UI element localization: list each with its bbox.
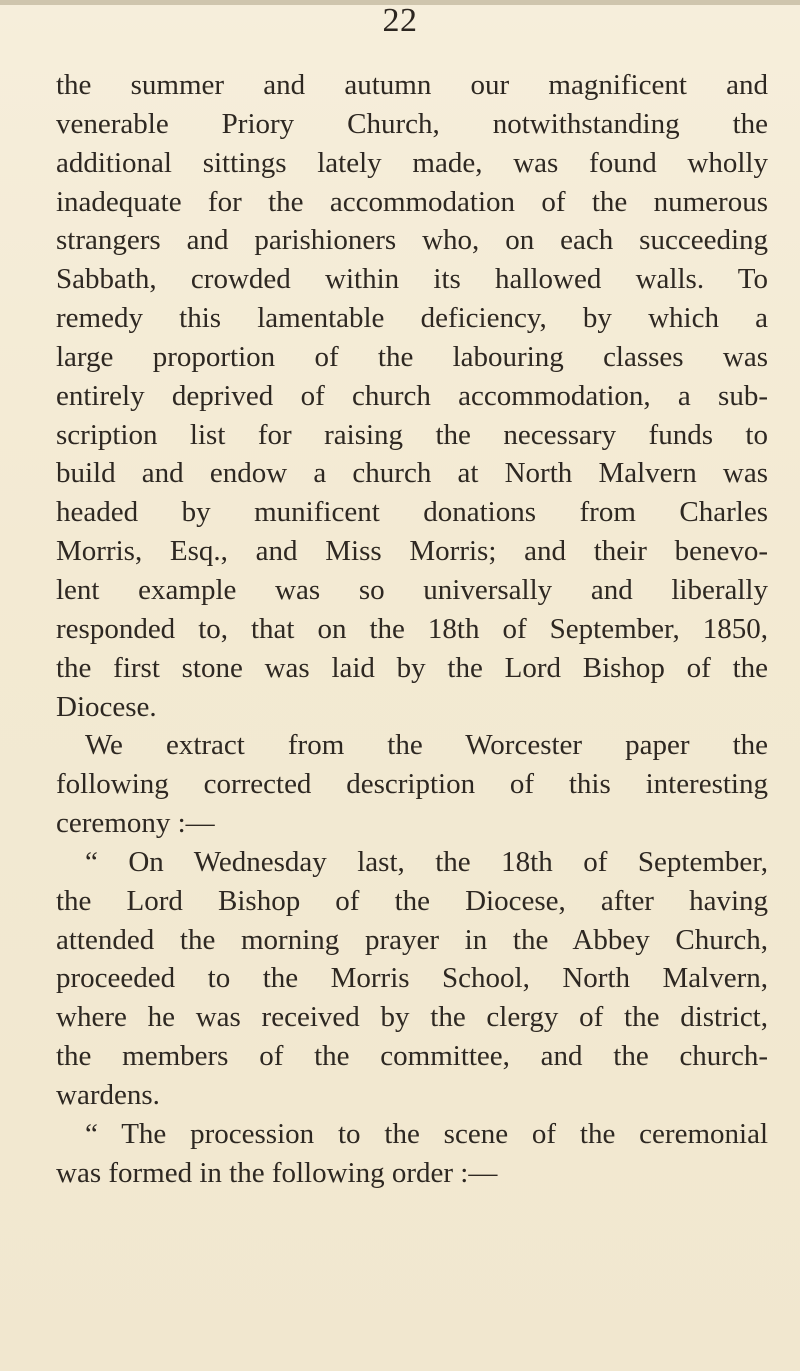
text-line: Diocese.	[56, 690, 157, 723]
text-line: ceremony :—	[56, 807, 215, 840]
text-line: entirely deprived of church accommodation, a sub-	[56, 379, 768, 412]
text-line: was formed in the following order :—	[56, 1156, 498, 1189]
text-line: lent example was so universally and liberally	[56, 573, 768, 606]
text-line: the members of the committee, and the church-	[56, 1040, 768, 1073]
text-line: headed by munificent donations from Charles	[56, 496, 768, 529]
text-line: Morris, Esq., and Miss Morris; and their benevo-	[56, 535, 768, 568]
text-line: the first stone was laid by the Lord Bishop of the	[56, 651, 768, 684]
text-line: venerable Priory Church, notwithstanding the	[56, 107, 768, 140]
page-number: 22	[382, 2, 418, 39]
text-line: inadequate for the accommodation of the numerous	[56, 185, 768, 218]
text-line: the summer and autumn our magnificent and	[56, 69, 768, 101]
text-line: strangers and parishioners who, on each succeeding	[56, 224, 768, 257]
text-line: Sabbath, crowded within its hallowed walls. To	[56, 263, 768, 296]
body-text	[56, 66, 768, 1192]
text-line: responded to, that on the 18th of September, 1850,	[56, 612, 768, 645]
text-line: build and endow a church at North Malvern was	[56, 457, 768, 490]
text-line: scription list for raising the necessary funds to	[56, 418, 768, 451]
text-line: additional sittings lately made, was found wholly	[56, 146, 768, 179]
text-line: “ The procession to the scene of the ceremonial	[85, 1117, 768, 1150]
text-line: remedy this lamentable deficiency, by which a	[56, 302, 768, 335]
text-line: wardens.	[56, 1078, 160, 1111]
text-line: “ On Wednesday last, the 18th of September,	[85, 845, 768, 878]
text-line: the Lord Bishop of the Diocese, after having	[56, 884, 768, 917]
text-line: where he was received by the clergy of the district,	[56, 1001, 768, 1034]
text-line: following corrected description of this interesting	[56, 768, 768, 801]
text-line: proceeded to the Morris School, North Malvern,	[56, 962, 768, 995]
text-line: We extract from the Worcester paper the	[85, 729, 768, 762]
text-line: large proportion of the labouring classes was	[56, 340, 768, 373]
text-line: attended the morning prayer in the Abbey Church,	[56, 923, 768, 956]
